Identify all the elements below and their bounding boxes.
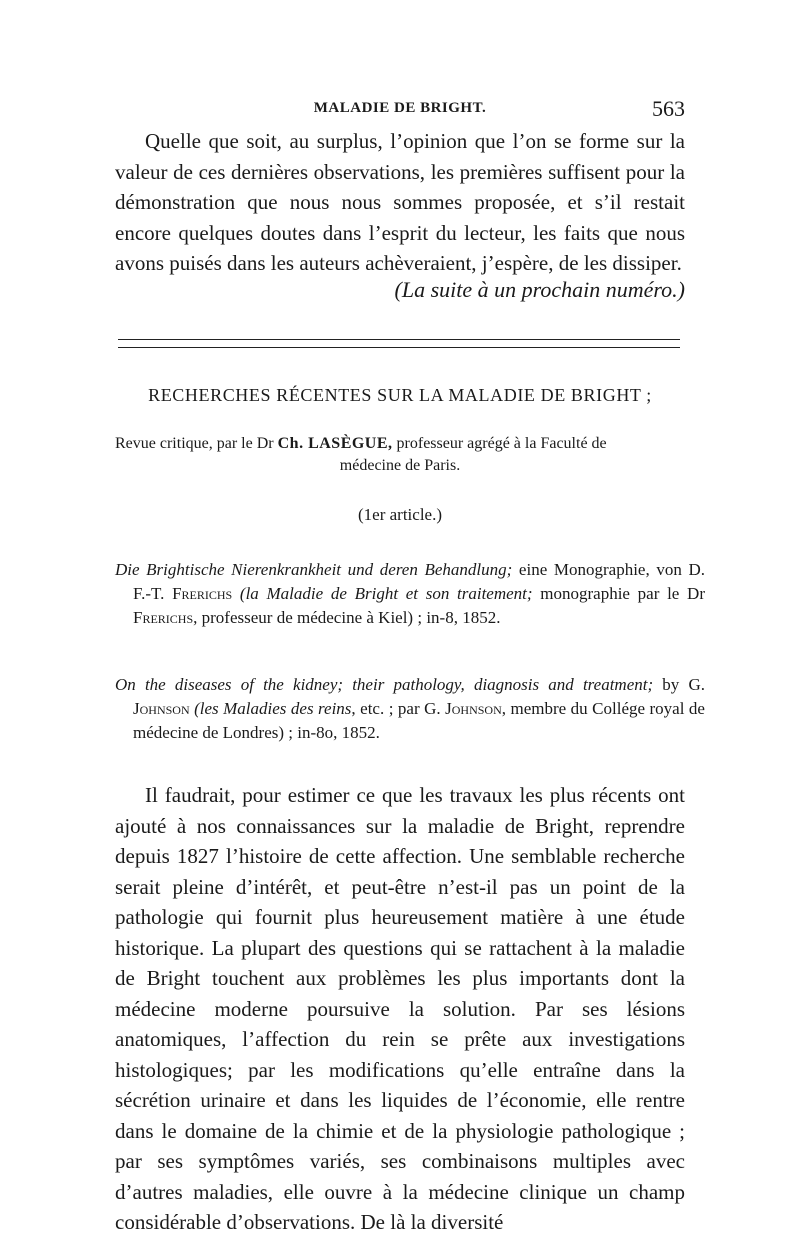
bibliography-entry: [115, 673, 705, 745]
bib-translation: (la Maladie de Bright et son traitement;: [232, 584, 533, 603]
article-title: RECHERCHES RÉCENTES SUR LA MALADIE DE BRIGHT ;: [148, 385, 652, 405]
page-number: 563: [652, 96, 685, 121]
bib-title: On the diseases of the kidney; their pathology, diagnosis and treatment;: [115, 675, 654, 694]
article-number: (1er article.): [358, 505, 442, 524]
bib-text: by G.: [653, 675, 705, 694]
continuation-paragraph: Quelle que soit, au surplus, l’opinion que l’on se forme sur la valeur de ces dernières observations, les premières suffisent pour la démonstration que nous nous sommes proposée, et s’il restait encore quelques doutes dans l’esprit du lecteur, les faits que nous avons puisés dans les auteurs achèveraient, j’espère, de les dissiper.: [115, 129, 685, 275]
review-byline: [115, 435, 685, 453]
running-head: [115, 96, 685, 124]
bib-translation: (les Maladies des reins: [189, 699, 352, 718]
review-prefix: Revue critique, par le Dr: [115, 435, 274, 452]
running-title: MALADIE DE BRIGHT.: [313, 100, 487, 116]
section-rule-top: [118, 339, 680, 340]
review-suffix: professeur agrégé à la Faculté de: [396, 435, 607, 452]
section-rule-bottom: [118, 347, 680, 348]
bib-title: Die Brightische Nierenkrankheit und deren Behandlung;: [115, 560, 513, 579]
bib-text: , membre du Collége royal de médecine de Londres) ; in-8o, 1852.: [133, 699, 705, 742]
review-affiliation: médecine de Paris.: [339, 457, 461, 474]
continuation-note: (La suite à un prochain numéro.): [394, 277, 685, 302]
bib-author: Johnson: [133, 699, 190, 718]
bib-author: Frerichs: [133, 608, 194, 627]
body-paragraph: Il faudrait, pour estimer ce que les travaux les plus récents ont ajouté à nos connaissances sur la maladie de Bright, reprendre depuis 1827 l’histoire de cette affection. Une semblable recherche serait pleine d’intérêt, et peut-être n’est-il pas un point de la pathologie qui fournit plus heureusement matière à une étude historique. La plupart des questions qui se rattachent à la maladie de Bright touchent aux problèmes les plus importants dont la médecine moderne poursuive la solution. Par ses lésions anatomiques, l’affection du rein se prête aux investigations histologiques; par les modifications qu’elle entraîne dans la sécrétion urinaire et dans les liquides de l’économie, elle rentre dans le domaine de la chimie et de la physiologie pathologique ; par ses symptômes variés, ses combinaisons multiples avec d’autres maladies, elle ouvre à la médecine clinique un champ considérable d’observations. De là la diversité: [115, 783, 685, 1234]
bib-text: monographie par le Dr: [532, 584, 705, 603]
bib-text: , etc. ; par G.: [351, 699, 446, 718]
review-author: Ch. LASÈGUE,: [277, 435, 393, 452]
bib-text: eine Monographie, von D. F.-T.: [133, 560, 705, 603]
bibliography-entry: [115, 558, 705, 630]
bib-author: Johnson: [445, 699, 502, 718]
bib-text: , professeur de médecine à Kiel) ; in-8, 1852.: [193, 608, 501, 627]
bib-author: Frerichs: [172, 584, 233, 603]
